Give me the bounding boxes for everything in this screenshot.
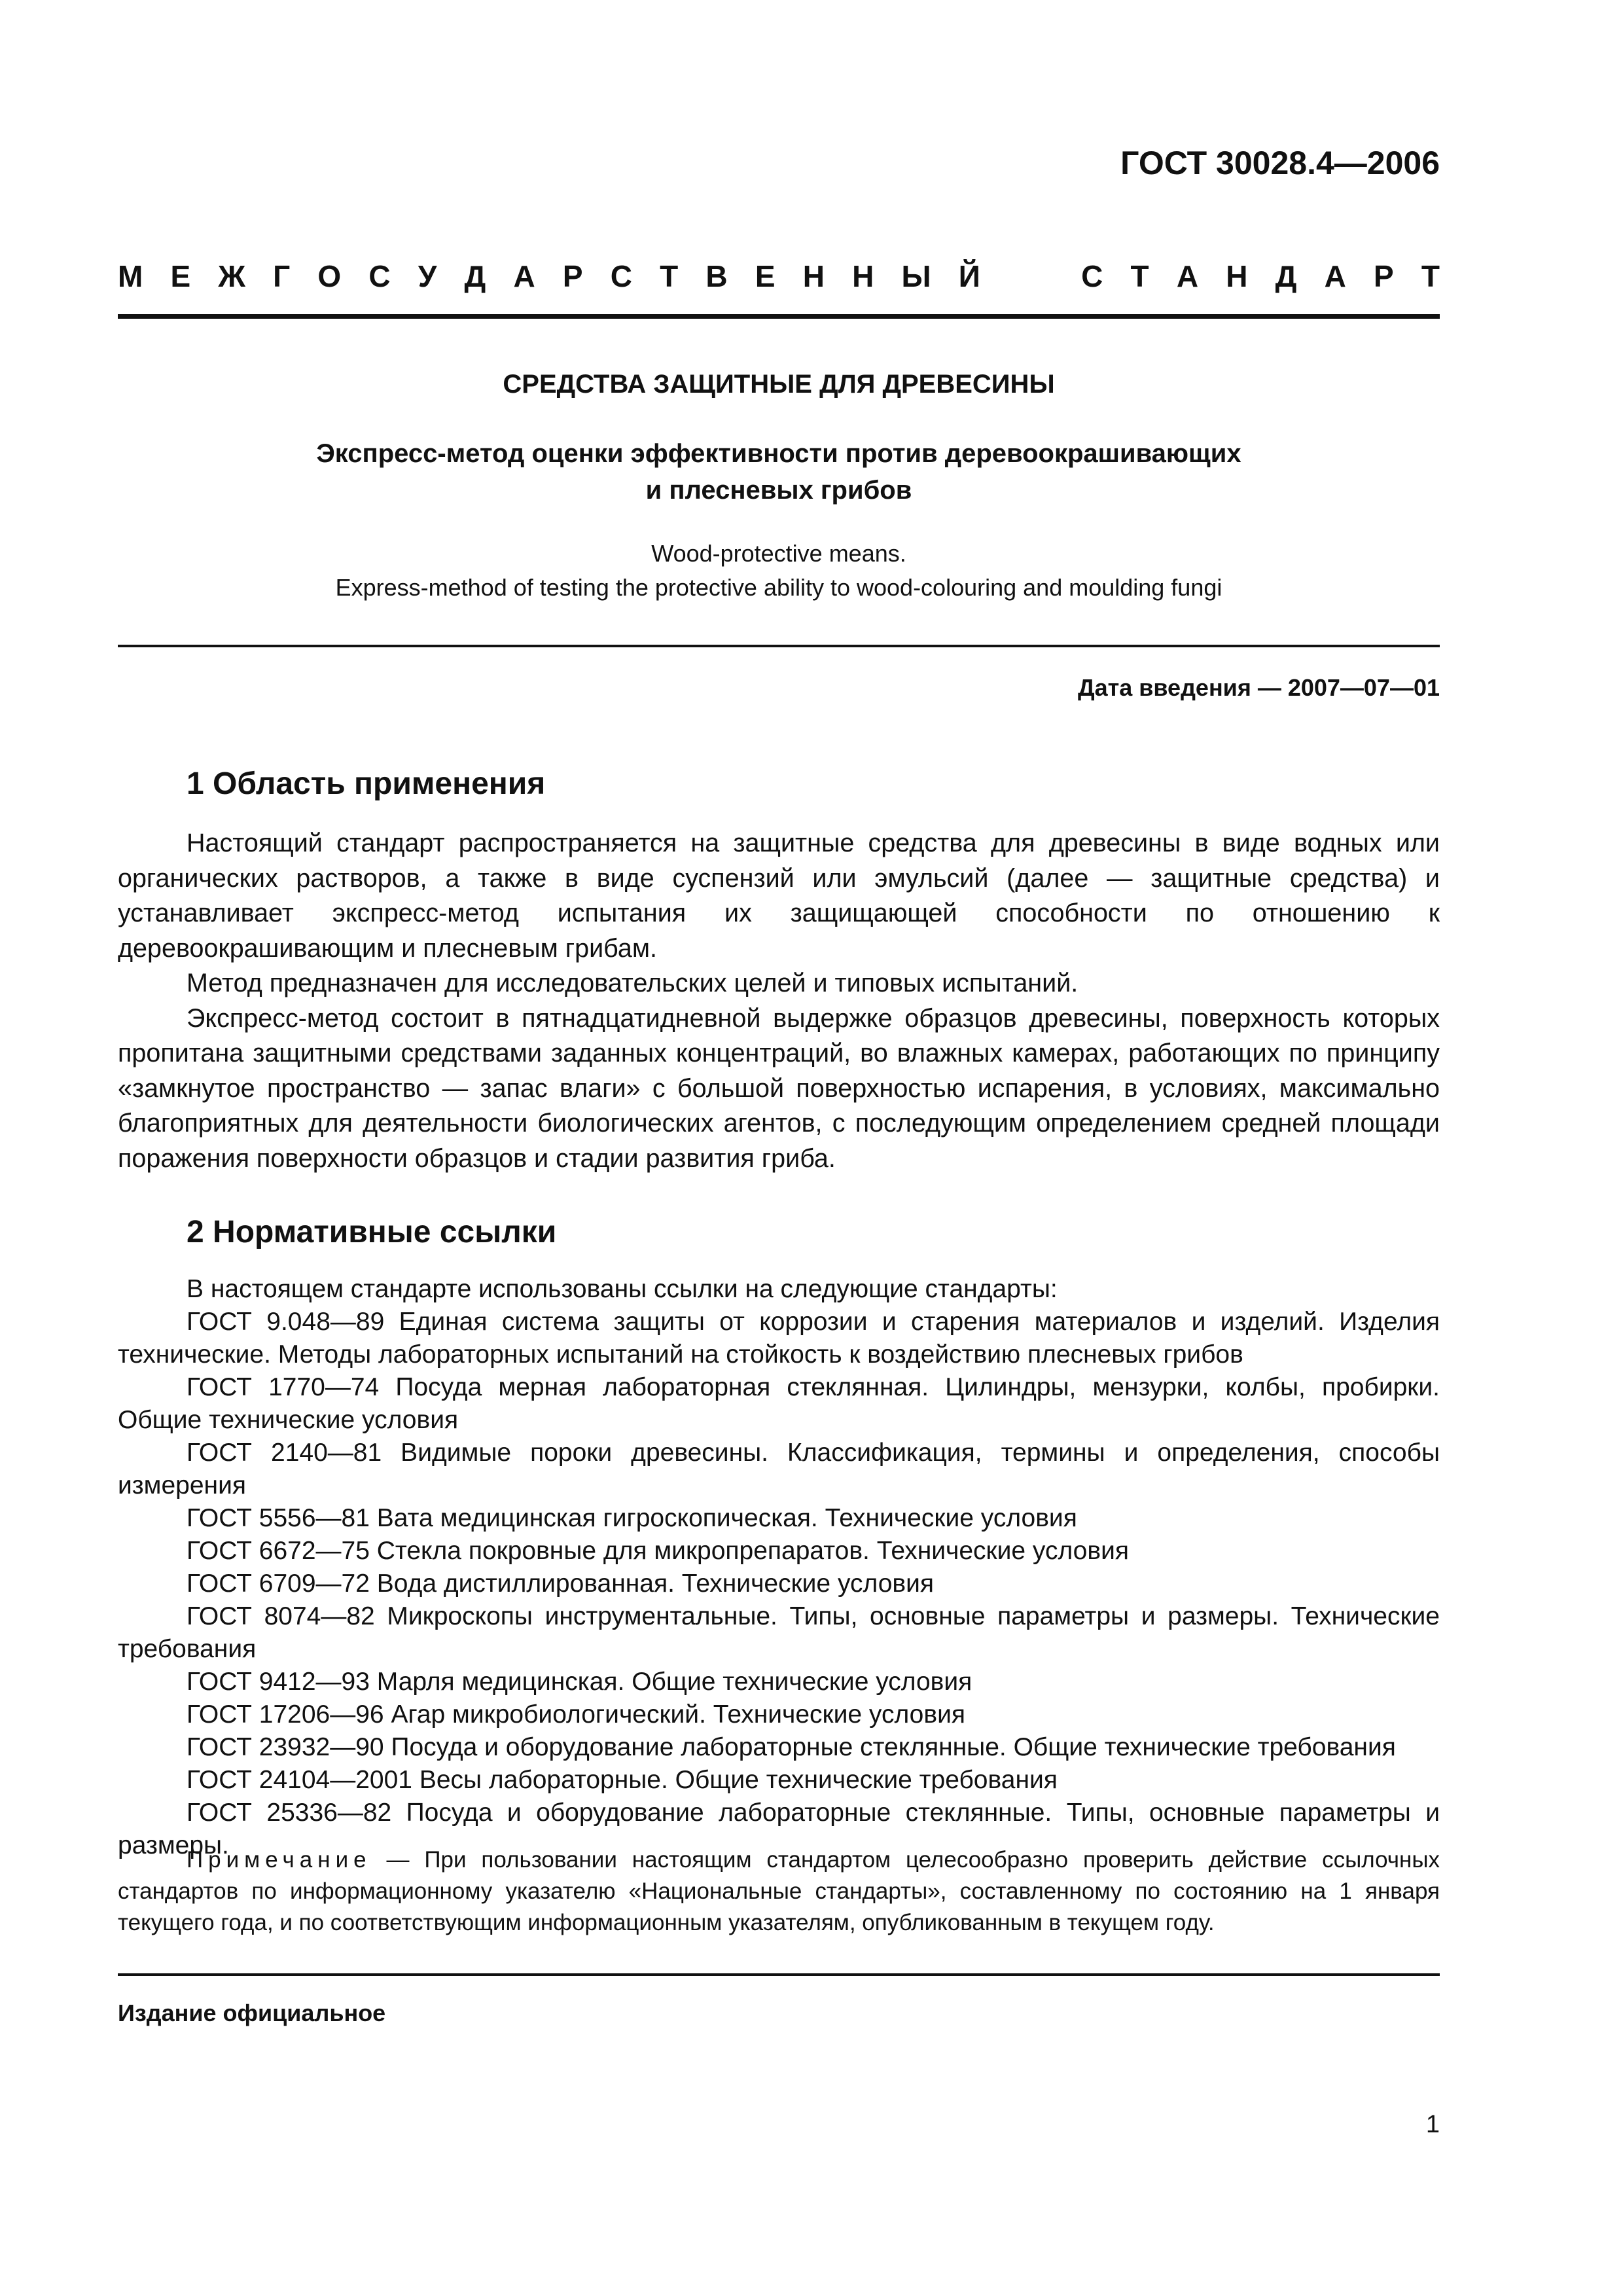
banner-letter: Д: [464, 259, 486, 293]
interstate-standard-banner: [118, 259, 1440, 294]
footer-rule: [118, 1973, 1440, 1976]
reference-item: ГОСТ 23932—90 Посуда и оборудование лабораторные стеклянные. Общие технические требования: [187, 1733, 1396, 1761]
banner-letter: Р: [1373, 259, 1394, 293]
subtitle-line-2: и плесневых грибов: [645, 476, 912, 505]
document-code: ГОСТ 30028.4—2006: [1120, 145, 1440, 181]
page-number: 1: [1425, 2111, 1440, 2138]
english-title-line-1: Wood-protective means.: [651, 540, 906, 567]
banner-letter: С: [610, 259, 632, 293]
banner-letter: Т: [1130, 259, 1149, 293]
banner-letter: Ы: [901, 259, 931, 293]
note-label: Примечание: [187, 1847, 372, 1873]
reference-item: ГОСТ 9412—93 Марля медицинская. Общие технические условия: [187, 1668, 972, 1696]
banner-letter: Й: [958, 259, 980, 293]
banner-letter: А: [513, 259, 535, 293]
introduction-date: Дата введения — 2007—07—01: [1077, 674, 1440, 701]
normative-references: [118, 1273, 1440, 1862]
reference-item: ГОСТ 9.048—89 Единая система защиты от коррозии и старения материалов и изделий. Изделия технические. Методы лабораторных испытаний на стойкость к воздействию плесневых грибов: [118, 1308, 1440, 1369]
banner-letter: Н: [1226, 259, 1248, 293]
reference-item: ГОСТ 24104—2001 Весы лабораторные. Общие технические требования: [187, 1766, 1058, 1794]
references-note: [118, 1844, 1440, 1939]
section-1-paragraph-2: Метод предназначен для исследовательских целей и типовых испытаний.: [187, 969, 1079, 997]
banner-letter: С: [1081, 259, 1103, 293]
reference-item: ГОСТ 25336—82 Посуда и оборудование лабораторные стеклянные. Типы, основные параметры и размеры.: [118, 1799, 1440, 1859]
banner-letter: Е: [755, 259, 776, 293]
header-rule: [118, 314, 1440, 319]
reference-item: ГОСТ 8074—82 Микроскопы инструментальные. Типы, основные параметры и размеры. Технические требования: [118, 1602, 1440, 1663]
banner-letter: С: [368, 259, 391, 293]
section-1-paragraph-3: Экспресс-метод состоит в пятнадцатидневной выдержке образцов древесины, поверхность которых пропитана защитными средствами заданных концентраций, во влажных камерах, работающих по принципу «замкнутое пространство — запас влаги» с большой поверхностью испарения, в условиях, максимально благоприятных для деятельности биологических агентов, с последующим определением средней площади поражения поверхности образцов и стадии развития гриба.: [118, 1003, 1440, 1173]
banner-letter: А: [1324, 259, 1346, 293]
section-1-heading: 1 Область применения: [187, 766, 546, 801]
banner-letter: Н: [802, 259, 825, 293]
banner-letter: Т: [1421, 259, 1440, 293]
title-rule: [118, 645, 1440, 647]
reference-item: ГОСТ 6672—75 Стекла покровные для микропрепаратов. Технические условия: [187, 1537, 1129, 1565]
banner-letter: Г: [273, 259, 291, 293]
reference-item: ГОСТ 5556—81 Вата медицинская гигроскопическая. Технические условия: [187, 1504, 1077, 1532]
banner-letter: Е: [170, 259, 191, 293]
note-text: — При пользовании настоящим стандартом целесообразно проверить действие ссылочных стандартов по информационному указателю «Национальные стандарты», составленному по состоянию на 1 января текущего года, и по соответствующим информационным указателям, опубликованным в текущем году.: [118, 1847, 1440, 1935]
reference-item: ГОСТ 17206—96 Агар микробиологический. Технические условия: [187, 1700, 965, 1729]
banner-letter: М: [118, 259, 143, 293]
banner-letter: О: [317, 259, 342, 293]
banner-letter: В: [705, 259, 728, 293]
banner-letter: Н: [852, 259, 874, 293]
reference-item: ГОСТ 6709—72 Вода дистиллированная. Технические условия: [187, 1570, 935, 1598]
references-intro: В настоящем стандарте использованы ссылки на следующие стандарты:: [187, 1275, 1058, 1303]
section-1-body: [118, 826, 1440, 1176]
reference-item: ГОСТ 2140—81 Видимые пороки древесины. Классификация, термины и определения, способы измерения: [118, 1439, 1440, 1499]
banner-letter: А: [1176, 259, 1199, 293]
banner-letter: Т: [660, 259, 679, 293]
banner-letter: Ж: [218, 259, 245, 293]
standard-title: СРЕДСТВА ЗАЩИТНЫЕ ДЛЯ ДРЕВЕСИНЫ: [503, 370, 1055, 399]
subtitle-line-1: Экспресс-метод оценки эффективности против деревоокрашивающих: [316, 439, 1241, 468]
official-edition-label: Издание официальное: [118, 2000, 386, 2026]
banner-letter: У: [418, 259, 437, 293]
standard-subtitle: [118, 435, 1440, 509]
english-title-line-2: Express-method of testing the protective ability to wood-colouring and moulding fungi: [335, 574, 1222, 601]
english-title: [118, 537, 1440, 605]
section-1-paragraph-1: Настоящий стандарт распространяется на защитные средства для древесины в виде водных или органических растворов, а также в виде суспензий или эмульсий (далее — защитные средства) и устанавливает экспресс-метод испытания их защищающей способности по отношению к деревоокрашивающим и плесневым грибам.: [118, 829, 1440, 963]
banner-letter: Р: [562, 259, 583, 293]
banner-word-gap: [1008, 259, 1054, 294]
banner-letter: Д: [1275, 259, 1297, 293]
section-2-heading: 2 Нормативные ссылки: [187, 1215, 557, 1249]
reference-item: ГОСТ 1770—74 Посуда мерная лабораторная стеклянная. Цилиндры, мензурки, колбы, пробирки. Общие технические условия: [118, 1373, 1440, 1434]
